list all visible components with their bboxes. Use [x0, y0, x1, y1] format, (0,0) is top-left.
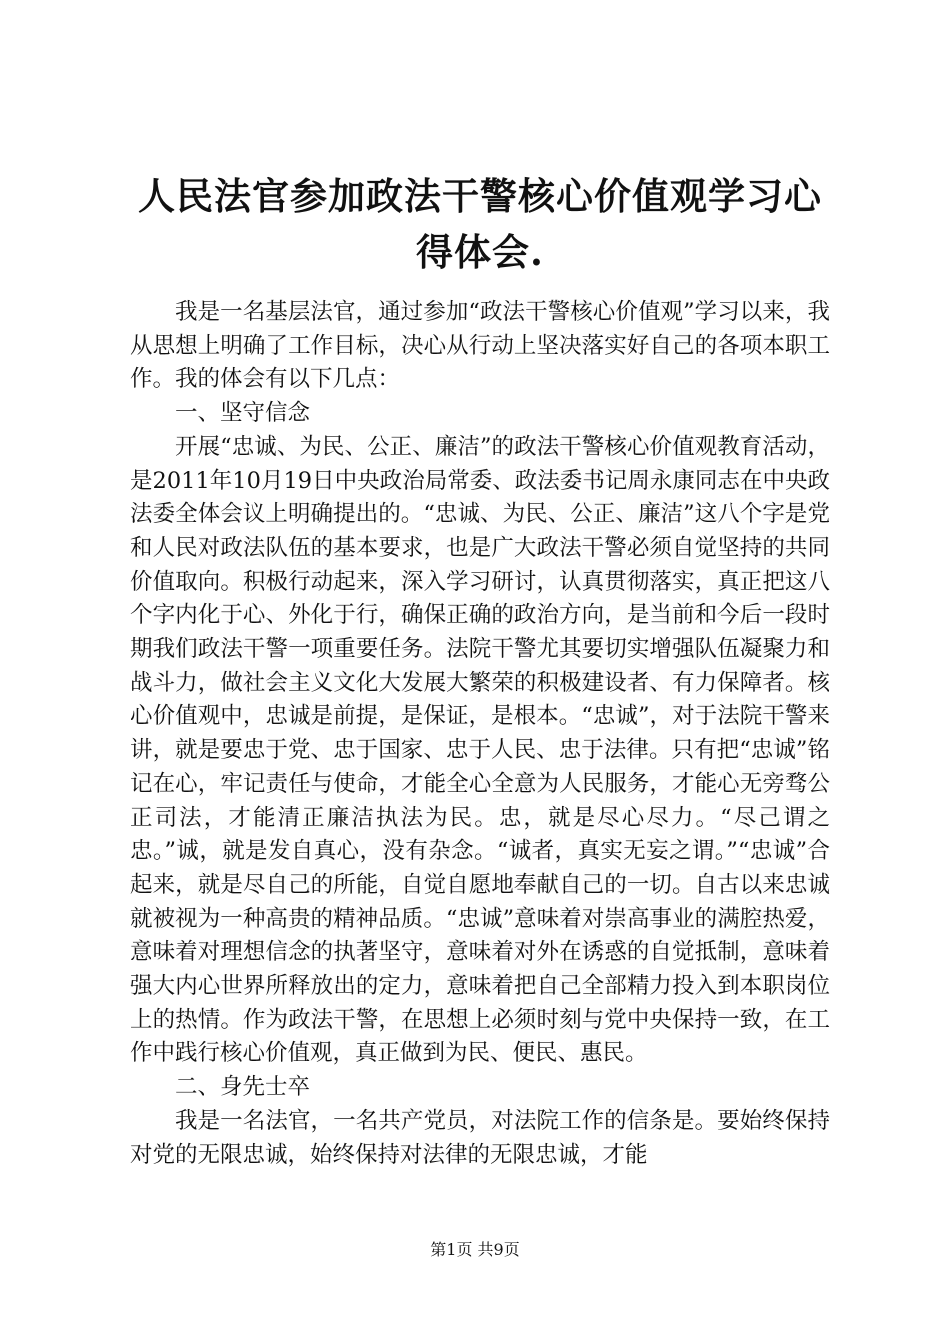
paragraph-section-1: 开展“忠诚、为民、公正、廉洁”的政法干警核心价值观教育活动，是2011年10月19日中央政治局常委、政法委书记周永康同志在中央政法委全体会议上明确提出的。“忠诚、为民、公正、廉洁”这八个字是党和人民对政法队伍的基本要求，也是广大政法干警必须自觉坚持的共同价值取向。积极行动起来，深入学习研讨，认真贯彻落实，真正把这八个字内化于心、外化于行，确保正确的政治方向，是当前和今后一段时期我们政法干警一项重要任务。法院干警尤其要切实增强队伍凝聚力和战斗力，做社会主义文化大发展大繁荣的积极建设者、有力保障者。核心价值观中，忠诚是前提，是保证，是根本。“忠诚”，对于法院干警来讲，就是要忠于党、忠于国家、忠于人民、忠于法律。只有把“忠诚”铭记在心，牢记责任与使命，才能全心全意为人民服务，才能心无旁骛公正司法，才能清正廉洁执法为民。忠，就是尽心尽力。“尽己谓之忠。”诚，就是发自真心，没有杂念。“诚者，真实无妄之谓。”“忠诚”合起来，就是尽自己的所能，自觉自愿地奉献自己的一切。自古以来忠诚就被视为一种高贵的精神品质。“忠诚”意味着对崇高事业的满腔热爱，意味着对理想信念的执著坚守，意味着对外在诱惑的自觉抵制，意味着强大内心世界所释放出的定力，意味着把自己全部精力投入到本职岗位上的热情。作为政法干警，在思想上必须时刻与党中央保持一致，在工作中践行核心价值观，真正做到为民、便民、惠民。	[130, 433, 830, 1067]
document-title: 人民法官参加政法干警核心价值观学习心得体会.	[138, 174, 822, 274]
document-body	[130, 296, 830, 1172]
paragraph-section-2: 我是一名法官，一名共产党员，对法院工作的信条是。要始终保持对党的无限忠诚，始终保持对法律的无限忠诚，才能	[130, 1107, 830, 1168]
section-heading-2: 二、身先士卒	[175, 1074, 311, 1101]
section-heading-1: 一、坚守信念	[175, 400, 311, 427]
page-number-footer: 第1页 共9页	[430, 1240, 520, 1259]
paragraph-intro: 我是一名基层法官，通过参加“政法干警核心价值观”学习以来，我从思想上明确了工作目标，决心从行动上坚决落实好自己的各项本职工作。我的体会有以下几点：	[130, 299, 830, 393]
